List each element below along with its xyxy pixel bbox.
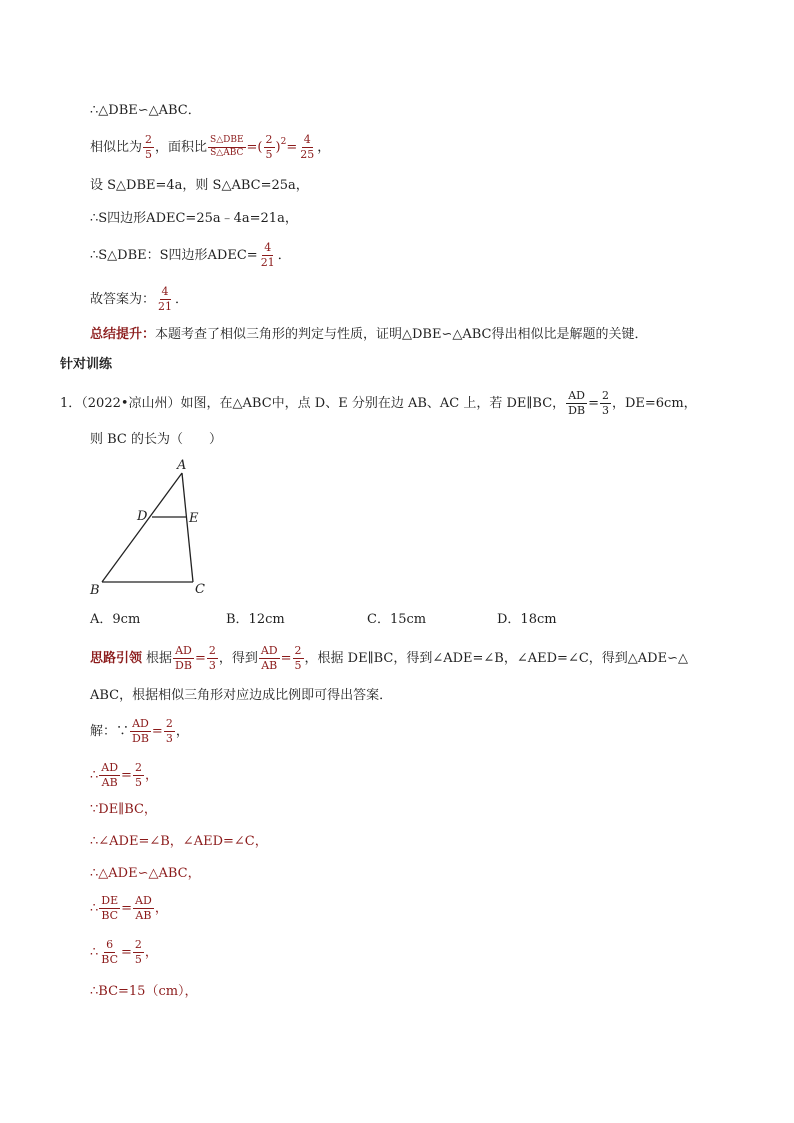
solution-step-6: ∴ $\frac{DE}{BC}$ = $\frac{AD}{AB}$ ， — [90, 893, 168, 922]
fraction-final: $\frac{4}{21}$ — [260, 240, 275, 269]
solution-line-ratio: 相似比为 $\frac{2}{5}$ ，面积比 $\frac{\text{S△DBE}}{\text{S△ABC}}$ =( $\frac{2}{5}$ ) 2 = $\frac{4}{25}$ ， — [90, 132, 331, 161]
summary-line — [90, 328, 648, 341]
hint-line-2: ABC，根据相似三角形对应边成比例即可得出答案． — [90, 688, 393, 703]
solution-line-quad: ∴S四边形ADEC=25a﹣4a=21a， — [90, 211, 298, 226]
fraction-area: $\frac{\text{S△DBE}}{\text{S△ABC}}$ — [210, 135, 244, 158]
summary-text: 本题考查了相似三角形的判定与性质，证明△DBE∽△ABC得出相似比是解题的关键． — [155, 327, 648, 342]
solution-text: ∴△DBE∽△ABC． — [90, 103, 201, 118]
side-ac — [182, 473, 193, 582]
fraction-ratio: $\frac{2}{5}$ — [145, 132, 153, 161]
solution-step-8: ∴BC=15（cm）， — [90, 984, 198, 999]
solution-line-final-ratio: ∴S△DBE：S四边形ADEC= $\frac{4}{21}$ ． — [90, 240, 291, 269]
fraction-two-thirds: $\frac{2}{3}$ — [601, 388, 609, 417]
vertex-label-b: B — [90, 583, 100, 598]
solution-step-7: ∴ $\frac{6}{BC}$ = $\frac{2}{5}$ ， — [90, 937, 158, 966]
solution-line-assume: 设 S△DBE=4a，则 S△ABC=25a， — [90, 178, 309, 193]
option-d[interactable]: D．18cm — [497, 612, 557, 627]
section-title: 针对训练 — [60, 357, 113, 372]
solution-step-2: ∴ $\frac{AD}{AB}$ = $\frac{2}{5}$ ， — [90, 760, 158, 789]
answer-line: 故答案为： $\frac{4}{21}$ ． — [90, 284, 189, 313]
triangle-figure — [85, 455, 220, 600]
fraction-result: $\frac{4}{25}$ — [300, 132, 315, 161]
solution-step-3: ∵DE∥BC， — [90, 802, 157, 817]
question-line-1: 1．（2022•凉山州）如图，在△ABC中，点 D、E 分别在边 AB、AC 上，若 DE∥BC， $\frac{AD}{DB}$ = $\frac{2}{3}$ ，DE=6cm， — [60, 388, 697, 417]
solution-step-4: ∴∠ADE=∠B，∠AED=∠C， — [90, 834, 268, 849]
option-b[interactable]: B．12cm — [226, 612, 285, 627]
label-area-ratio: ，面积比 — [155, 139, 208, 155]
side-ab — [102, 473, 182, 582]
option-c[interactable]: C．15cm — [367, 612, 427, 627]
vertex-label-a: A — [177, 458, 187, 473]
question-line-2: 则 BC 的长为（ ） — [90, 432, 223, 447]
summary-label: 总结提升： — [90, 327, 156, 342]
fraction-inner: $\frac{2}{5}$ — [265, 132, 273, 161]
vertex-label-c: C — [195, 582, 205, 597]
vertex-label-d: D — [137, 509, 148, 524]
hint-label: 思路引领 — [90, 650, 143, 666]
option-a[interactable]: A．9cm — [90, 612, 141, 627]
vertex-label-e: E — [189, 511, 199, 526]
fraction-ad-db: $\frac{AD}{DB}$ — [568, 388, 586, 417]
solution-step-1: 解：∵ $\frac{AD}{DB}$ = $\frac{2}{3}$ ， — [90, 716, 189, 745]
solution-line-similar — [90, 104, 201, 117]
fraction-answer: $\frac{4}{21}$ — [158, 284, 173, 313]
hint-line-1: 思路引领 根据 $\frac{AD}{DB}$ = $\frac{2}{3}$ ，得到 $\frac{AD}{AB}$ = $\frac{2}{5}$ ，根据 DE∥BC，得到∠ADE=∠B，∠AED=∠C，得到△ADE∽△ — [90, 643, 688, 672]
solution-step-5: ∴△ADE∽△ABC， — [90, 866, 201, 881]
label-similarity-ratio: 相似比为 — [90, 139, 143, 155]
